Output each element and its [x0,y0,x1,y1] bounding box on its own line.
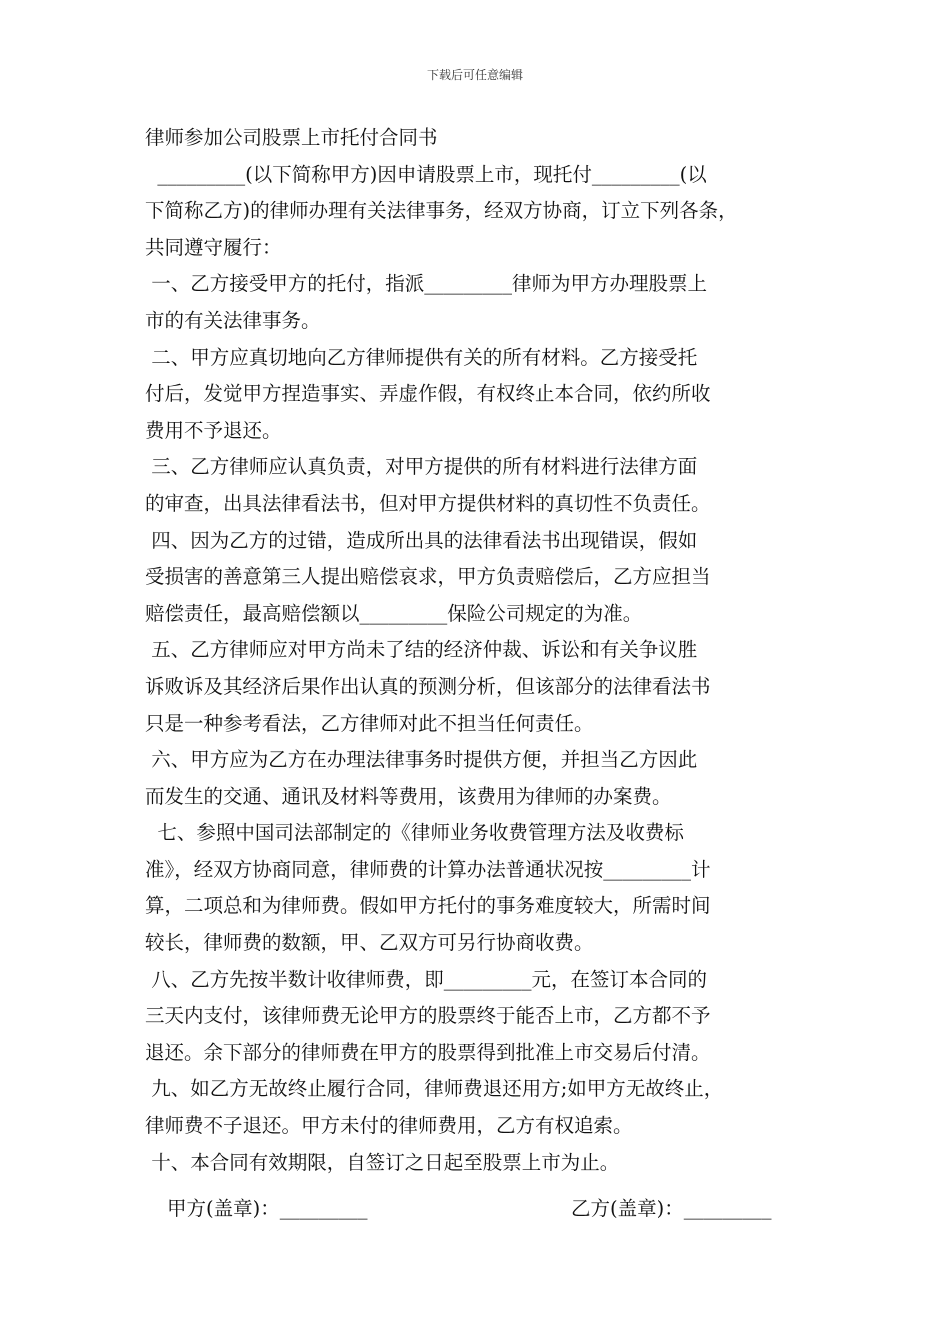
paragraph-line: 算，二项总和为律师费。假如甲方托付的事务难度较大，所需时间 [145,894,711,918]
paragraph-line: 诉败诉及其经济后果作出认真的预测分析，但该部分的法律看法书 [145,674,711,698]
paragraph-line: 较长，律师费的数额，甲、乙双方可另行协商收费。 [145,931,594,955]
paragraph-line: 七、参照中国司法部制定的《律师业务收费管理方法及收费标 [145,821,684,845]
paragraph-line: 九、如乙方无故终止履行合同，律师费退还用方;如甲方无故终止， [145,1077,724,1101]
paragraph-line: 费用不予退还。 [145,418,282,442]
paragraph-line: 共同遵守履行： [145,235,282,259]
paragraph-line: 二、甲方应真切地向乙方律师提供有关的所有材料。乙方接受托 [145,345,698,369]
party-a-seal: 甲方(盖章)：_________ [167,1197,368,1220]
paragraph-line: 受损害的善意第三人提出赔偿哀求，甲方负责赔偿后，乙方应担当 [145,565,711,589]
contract-body [145,120,809,1181]
paragraph-line: 的审查，出具法律看法书，但对甲方提供材料的真切性不负责任。 [145,491,711,515]
paragraph-line: 八、乙方先按半数计收律师费，即_________元，在签订本合同的 [145,967,707,991]
paragraph-line: 十、本合同有效期限，自签订之日起至股票上市为止。 [145,1150,620,1174]
paragraph-line: 而发生的交通、通讯及材料等费用，该费用为律师的办案费。 [145,784,672,808]
paragraph-line: 赔偿责任，最高赔偿额以_________保险公司规定的为准。 [145,601,643,625]
paragraph-line: 下简称乙方)的律师办理有关法律事务，经双方协商，订立下列各条， [145,199,738,223]
paragraph-line: 退还。余下部分的律师费在甲方的股票得到批准上市交易后付清。 [145,1040,711,1064]
paragraph-line: 一、乙方接受甲方的托付，指派_________律师为甲方办理股票上 [145,272,707,296]
page-header: 下载后可任意编辑 [426,68,523,82]
paragraph-line: 只是一种参考看法，乙方律师对此不担当任何责任。 [145,711,594,735]
paragraph-line: 律师费不子退还。甲方未付的律师费用，乙方有权追索。 [145,1114,633,1138]
paragraph-line: 六、甲方应为乙方在办理法律事务时提供方便，并担当乙方因此 [145,748,698,772]
paragraph-line: 四、因为乙方的过错，造成所出具的法律看法书出现错误，假如 [145,528,698,552]
paragraph-line: 付后，发觉甲方捏造事实、弄虚作假，有权终止本合同，依约所收 [145,382,711,406]
paragraph-line: 五、乙方律师应对甲方尚未了结的经济仲裁、诉讼和有关争议胜 [145,638,698,662]
paragraph-line: 三天内支付，该律师费无论甲方的股票终于能否上市，乙方都不予 [145,1004,711,1028]
party-b-seal: 乙方(盖章)：_________ [571,1197,772,1220]
paragraph-line: 市的有关法律事务。 [145,308,321,332]
paragraph-line: 准》，经双方协商同意，律师费的计算办法普通状况按_________计 [145,857,711,881]
paragraph-line: 三、乙方律师应认真负责，对甲方提供的所有材料进行法律方面 [145,455,698,479]
paragraph-line: _________(以下简称甲方)因申请股票上市，现托付_________(以 [145,162,707,186]
document-title: 律师参加公司股票上市托付合同书 [145,126,438,149]
